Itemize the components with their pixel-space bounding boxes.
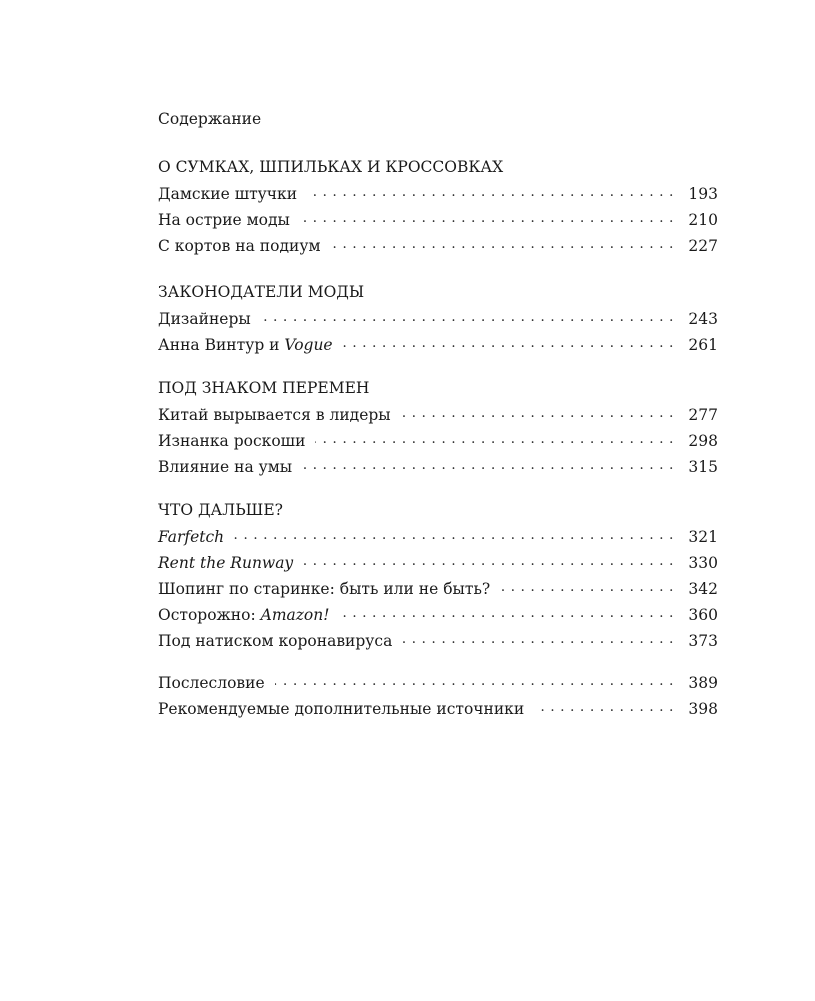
- page-number: 298: [688, 432, 718, 450]
- dot-leader: [315, 429, 674, 447]
- page-number: 210: [688, 211, 718, 229]
- entry-title: Шопинг по старинке: быть или не быть?: [158, 580, 491, 598]
- page-number: 389: [688, 674, 718, 692]
- toc-section: [158, 157, 718, 259]
- page-number: 330: [688, 554, 718, 572]
- dot-leader: [343, 333, 674, 351]
- entry-title: Под натиском коронавируса: [158, 632, 393, 650]
- dot-leader: [234, 525, 674, 543]
- page-number: 360: [688, 606, 718, 624]
- entry-title: Дамские штучки: [158, 185, 298, 203]
- toc-entry[interactable]: [158, 402, 718, 428]
- dot-leader: [307, 182, 674, 200]
- dot-leader: [500, 577, 674, 595]
- page-number: 315: [688, 458, 718, 476]
- toc-entry[interactable]: [158, 181, 718, 207]
- toc-entry[interactable]: [158, 550, 718, 576]
- toc-section-backmatter: [158, 670, 718, 722]
- dot-leader: [401, 403, 674, 421]
- section-title: ЗАКОНОДАТЕЛИ МОДЫ: [158, 283, 365, 301]
- toc-entry[interactable]: [158, 524, 718, 550]
- toc-section: [158, 500, 718, 654]
- page-number: 373: [688, 632, 718, 650]
- toc-section: [158, 282, 718, 358]
- toc-entry[interactable]: [158, 233, 718, 259]
- entry-title: Китай вырывается в лидеры: [158, 406, 391, 424]
- entry-title: На острие моды: [158, 211, 290, 229]
- page-number: 277: [688, 406, 718, 424]
- dot-leader: [275, 671, 674, 689]
- dot-leader: [331, 234, 674, 252]
- entry-title: С кортов на подиум: [158, 237, 321, 255]
- dot-leader: [339, 603, 674, 621]
- page-number: 243: [688, 310, 718, 328]
- toc-entry[interactable]: [158, 454, 718, 480]
- entry-title: Анна Винтур и Vogue: [158, 336, 333, 354]
- entry-title: Изнанка роскоши: [158, 432, 306, 450]
- entry-title: Дизайнеры: [158, 310, 251, 328]
- toc-entry[interactable]: [158, 602, 718, 628]
- toc-entry[interactable]: [158, 628, 718, 654]
- page-number: 261: [688, 336, 718, 354]
- page-number: 342: [688, 580, 718, 598]
- dot-leader: [402, 629, 674, 647]
- toc-entry[interactable]: [158, 428, 718, 454]
- dot-leader: [302, 455, 674, 473]
- toc-entry[interactable]: [158, 306, 718, 332]
- toc-entry[interactable]: [158, 332, 718, 358]
- entry-title: Послесловие: [158, 674, 265, 692]
- toc-entry[interactable]: [158, 670, 718, 696]
- section-title: ЧТО ДАЛЬШЕ?: [158, 501, 283, 519]
- page-number: 398: [688, 700, 718, 718]
- section-title: О СУМКАХ, ШПИЛЬКАХ И КРОССОВКАХ: [158, 158, 504, 176]
- dot-leader: [303, 551, 674, 569]
- entry-title: Осторожно: Amazon!: [158, 606, 330, 624]
- toc-section: [158, 378, 718, 480]
- dot-leader: [534, 697, 674, 715]
- page-number: 227: [688, 237, 718, 255]
- toc-entry[interactable]: [158, 207, 718, 233]
- entry-title: Farfetch: [158, 528, 225, 546]
- page-number: 193: [688, 185, 718, 203]
- entry-title: Рекомендуемые дополнительные источники: [158, 700, 525, 718]
- entry-title: Влияние на умы: [158, 458, 293, 476]
- section-title: ПОД ЗНАКОМ ПЕРЕМЕН: [158, 379, 370, 397]
- dot-leader: [261, 307, 674, 325]
- toc-entry[interactable]: [158, 696, 718, 722]
- toc-entry[interactable]: [158, 576, 718, 602]
- entry-title: Rent the Runway: [158, 554, 294, 572]
- toc-heading: Содержание: [158, 110, 262, 128]
- dot-leader: [300, 208, 674, 226]
- page-number: 321: [688, 528, 718, 546]
